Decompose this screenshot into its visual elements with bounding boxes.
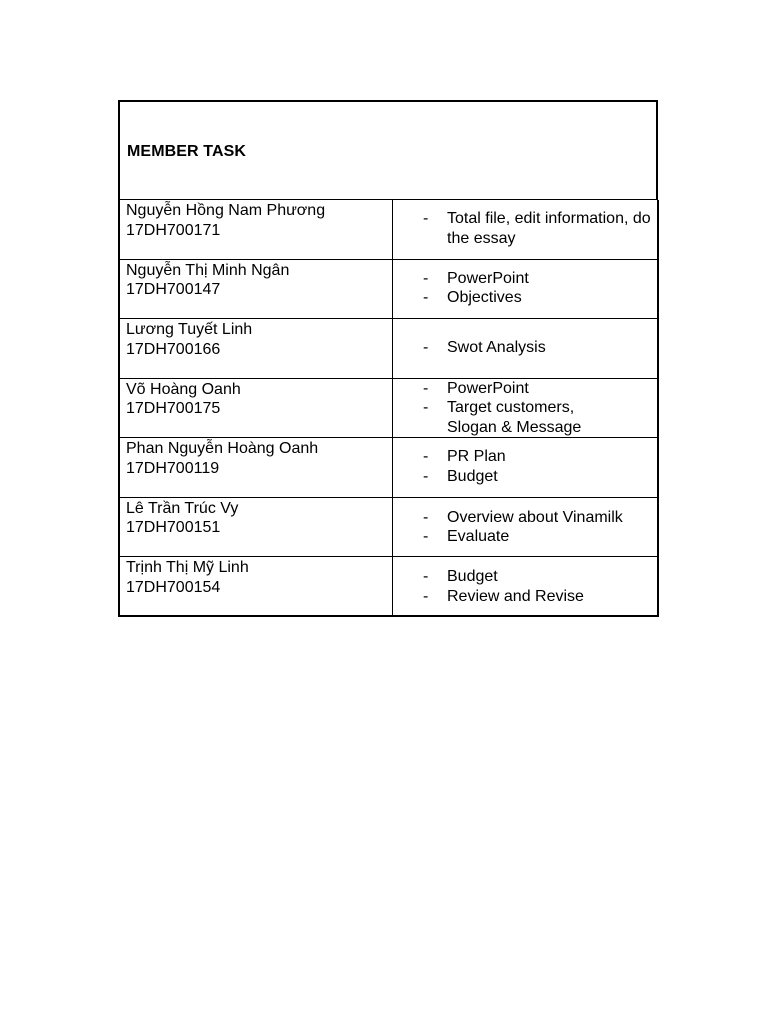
table-row [118,438,659,498]
student-id: 17DH700171 [126,221,221,239]
member-name: Võ Hoàng Oanh [126,380,241,398]
task-list [423,379,657,438]
task-list [423,209,657,248]
bullet-dash: - [423,528,429,545]
member-name: Nguyễn Hồng Nam Phương [126,202,326,219]
task-text: PowerPoint [447,269,529,287]
task-text: Evaluate [447,528,510,545]
task-cell [393,438,657,497]
task-item [423,508,657,528]
task-item [423,338,657,358]
member-name: Lương Tuyết Linh [126,321,253,338]
bullet-dash: - [423,339,429,356]
table-row [118,319,659,379]
task-text: Total file, edit information, do the essay [447,210,651,247]
task-item [423,288,657,308]
member-name: Lê Trần Trúc Vy [126,499,239,517]
bullet-dash: - [423,289,429,306]
task-text: Overview about Vinamilk [447,508,623,526]
bullet-dash: - [423,379,429,397]
task-item [423,269,657,289]
bullet-dash: - [423,467,429,485]
member-name: Nguyễn Thị Minh Ngân [126,261,290,279]
task-item [423,527,657,547]
task-text: Objectives [447,289,522,306]
member-cell [120,557,393,615]
bullet-dash: - [423,587,429,605]
member-cell [120,498,393,557]
task-text: Budget [447,467,498,485]
task-text: Budget [447,568,498,585]
table-row [118,200,659,260]
task-cell [393,379,657,438]
table-row [118,498,659,558]
task-item [423,447,657,467]
bullet-dash: - [423,269,429,287]
task-text: PR Plan [447,448,506,465]
student-id: 17DH700147 [126,281,221,298]
bullet-dash: - [423,448,429,465]
bullet-dash: - [423,508,429,526]
task-text: Review and Revise [447,587,584,605]
task-cell [393,557,657,615]
task-cell [393,200,657,259]
task-text: PowerPoint [447,379,529,397]
task-item [423,587,657,607]
student-id: 17DH700119 [126,459,220,477]
table-row [118,379,659,439]
task-list [423,338,657,358]
member-cell [120,319,393,378]
task-list [423,508,657,547]
member-cell [120,260,393,319]
student-id: 17DH700151 [126,519,221,536]
student-id: 17DH700154 [126,578,221,596]
task-item [423,567,657,587]
member-name: Trịnh Thị Mỹ Linh [126,559,249,576]
bullet-dash: - [423,399,429,416]
task-text: Swot Analysis [447,339,546,356]
member-task-table [118,100,659,617]
member-cell [120,438,393,497]
task-list [423,269,657,308]
task-item [423,379,657,399]
task-cell [393,498,657,557]
bullet-dash: - [423,568,429,585]
task-item [423,209,657,248]
student-id: 17DH700175 [126,400,221,417]
table-row [118,260,659,320]
table-title: MEMBER TASK [127,143,247,160]
member-cell [120,200,393,259]
member-cell [120,379,393,438]
table-row [118,557,659,617]
task-cell [393,319,657,378]
table-header-cell [118,100,658,200]
task-item [423,467,657,487]
task-cell [393,260,657,319]
bullet-dash: - [423,210,429,227]
student-id: 17DH700166 [126,340,221,358]
task-list [423,447,657,486]
member-name: Phan Nguyễn Hoàng Oanh [126,440,319,457]
task-item [423,398,657,437]
task-list [423,567,657,606]
task-text: Target customers, Slogan & Message [447,399,582,436]
